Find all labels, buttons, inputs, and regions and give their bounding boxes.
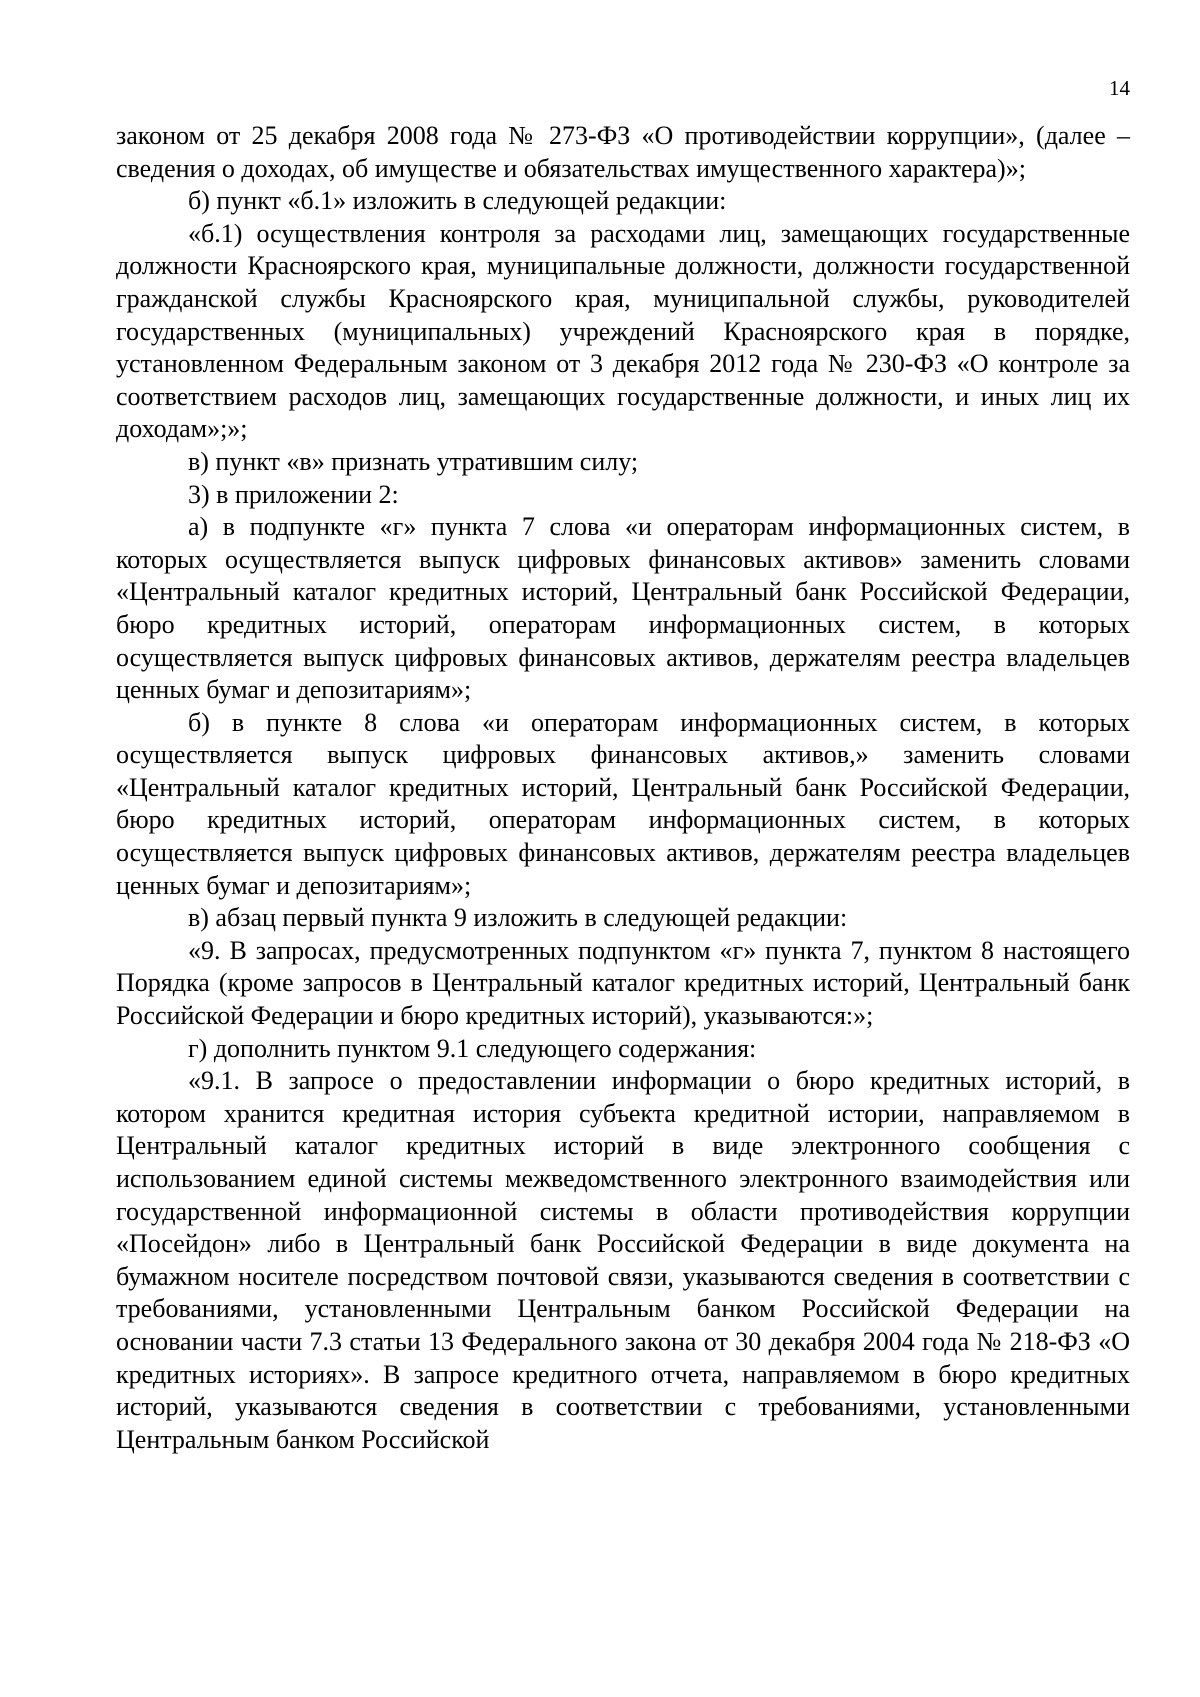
paragraph: 3) в приложении 2: xyxy=(188,479,399,509)
paragraph: б) в пункте 8 слова «и операторам информационных систем, в которых осуществляется выпуск цифровых финансовых активов,» заменить словами «Центральный каталог кредитных историй, Центральный банк Российской Федерации, бюро кредитных историй, операторам информационных систем, в которых осуществляется выпуск цифровых финансовых активов, держателям реестра владельцев ценных бумаг и депозитариям»; xyxy=(116,707,1130,900)
page-number: 14 xyxy=(1109,76,1130,100)
document-body xyxy=(116,120,1130,1456)
paragraph: б) пункт «б.1» изложить в следующей редакции: xyxy=(188,186,727,216)
paragraph: в) абзац первый пункта 9 изложить в следующей редакции: xyxy=(188,903,848,933)
paragraph: г) дополнить пунктом 9.1 следующего содержания: xyxy=(188,1033,757,1063)
paragraph: в) пункт «в» признать утратившим силу; xyxy=(188,446,639,476)
paragraph: «б.1) осуществления контроля за расходами лиц, замещающих государственные должности Красноярского края, муниципальные должности, должности государственной гражданской службы Красноярского края, муниципальной службы, руководителей государственных (муниципальных) учреждений Красноярского края в порядке, установленном Федеральным законом от 3 декабря 2012 года № 230-ФЗ «О контроле за соответствием расходов лиц, замещающих государственные должности, и иных лиц их доходам»;»; xyxy=(116,218,1130,444)
paragraph: а) в подпункте «г» пункта 7 слова «и операторам информационных систем, в которых осуществляется выпуск цифровых финансовых активов» заменить словами «Центральный каталог кредитных историй, Центральный банк Российской Федерации, бюро кредитных историй, операторам информационных систем, в которых осуществляется выпуск цифровых финансовых активов, держателям реестра владельцев ценных бумаг и депозитариям»; xyxy=(116,512,1130,705)
paragraph: «9. В запросах, предусмотренных подпунктом «г» пункта 7, пунктом 8 настоящего Порядка (кроме запросов в Центральный каталог кредитных историй, Центральный банк Российской Федерации и бюро кредитных историй), указываются:»; xyxy=(116,935,1130,1031)
paragraph: «9.1. В запросе о предоставлении информации о бюро кредитных историй, в котором хранится кредитная история субъекта кредитной истории, направляемом в Центральный каталог кредитных историй в виде электронного сообщения с использованием единой системы межведомственного электронного взаимодействия или государственной информационной системы в области противодействия коррупции «Посейдон» либо в Центральный банк Российской Федерации в виде документа на бумажном носителе посредством почтовой связи, указываются сведения в соответствии с требованиями, установленными Центральным банком Российской Федерации на основании части 7.3 статьи 13 Федерального закона от 30 декабря 2004 года № 218-ФЗ «О кредитных историях». В запросе кредитного отчета, направляемом в бюро кредитных историй, указываются сведения в соответствии с требованиями, установленными Центральным банком Российской xyxy=(116,1066,1130,1454)
paragraph-continuation: законом от 25 декабря 2008 года № 273-ФЗ «О противодействии коррупции», (далее – сведения о доходах, об имуществе и обязательствах имущественного характера)»; xyxy=(116,121,1130,183)
